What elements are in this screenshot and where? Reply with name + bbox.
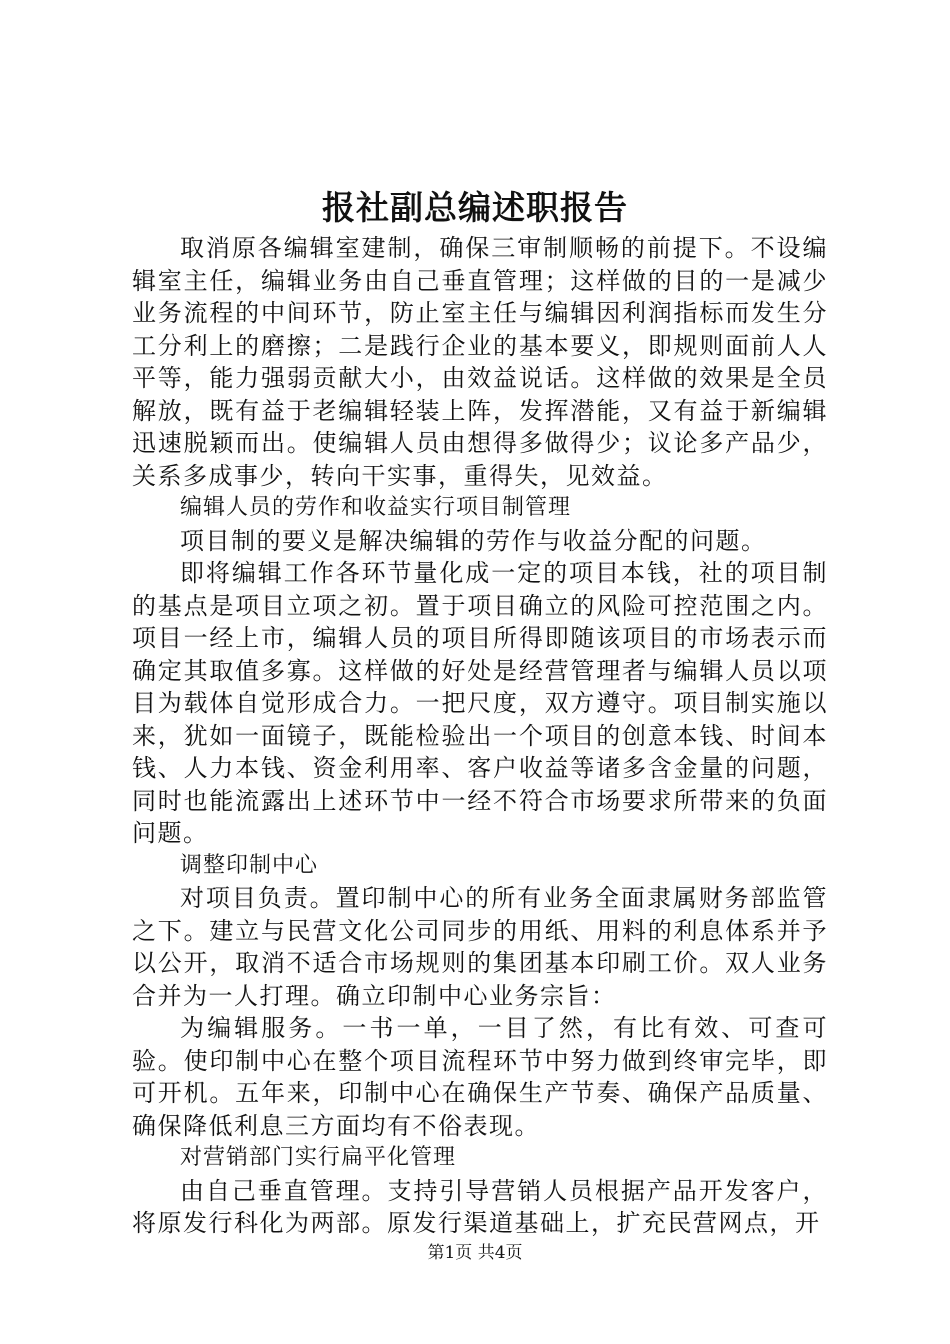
document-title: 报社副总编述职报告 bbox=[322, 188, 628, 227]
page-footer: 第1页 共4页 bbox=[427, 1243, 523, 1263]
paragraph: 为编辑服务。一书一单，一目了然，有比有效、可查可验。使印制中心在整个项目流程环节中努力做到终审完毕，即可开机。五年来，印制中心在确保生产节奏、确保产品质量、确保降低利息三方面均有不俗表现。 bbox=[132, 1014, 828, 1140]
section-heading: 对营销部门实行扁平化管理 bbox=[180, 1145, 457, 1170]
paragraph: 取消原各编辑室建制，确保三审制顺畅的前提下。不设编辑室主任，编辑业务由自己垂直管理；这样做的目的一是减少业务流程的中间环节，防止室主任与编辑因利润指标而发生分工分利上的磨擦；二是践行企业的基本要义，即规则面前人人平等，能力强弱贡献大小，由效益说话。这样做的效果是全员解放，既有益于老编辑轻装上阵，发挥潜能，又有益于新编辑迅速脱颖而出。使编辑人员由想得多做得少；议论多产品少，关系多成事少，转向干实事，重得失，见效益。 bbox=[132, 234, 828, 490]
paragraph: 即将编辑工作各环节量化成一定的项目本钱，社的项目制的基点是项目立项之初。置于项目确立的风险可控范围之内。项目一经上市，编辑人员的项目所得即随该项目的市场表示而确定其取值多寡。这样做的好处是经营管理者与编辑人员以项目为载体自觉形成合力。一把尺度，双方遵守。项目制实施以来，犹如一面镜子，既能检验出一个项目的创意本钱、时间本钱、人力本钱、资金利用率、客户收益等诸多含金量的问题，同时也能流露出上述环节中一经不符合市场要求所带来的负面问题。 bbox=[132, 559, 828, 847]
paragraph: 对项目负责。置印制中心的所有业务全面隶属财务部监管之下。建立与民营文化公司同步的用纸、用料的利息体系并予以公开，取消不适合市场规则的集团基本印刷工价。双人业务合并为一人打理。确立印制中心业务宗旨： bbox=[132, 884, 828, 1010]
paragraph: 由自己垂直管理。支持引导营销人员根据产品开发客户，将原发行科化为两部。原发行渠道基础上，扩充民营网点，开 bbox=[132, 1176, 828, 1237]
section-heading: 调整印制中心 bbox=[180, 852, 319, 878]
paragraph: 项目制的要义是解决编辑的劳作与收益分配的问题。 bbox=[180, 526, 767, 555]
section-heading: 编辑人员的劳作和收益实行项目制管理 bbox=[180, 495, 572, 520]
document-body bbox=[132, 232, 828, 1240]
